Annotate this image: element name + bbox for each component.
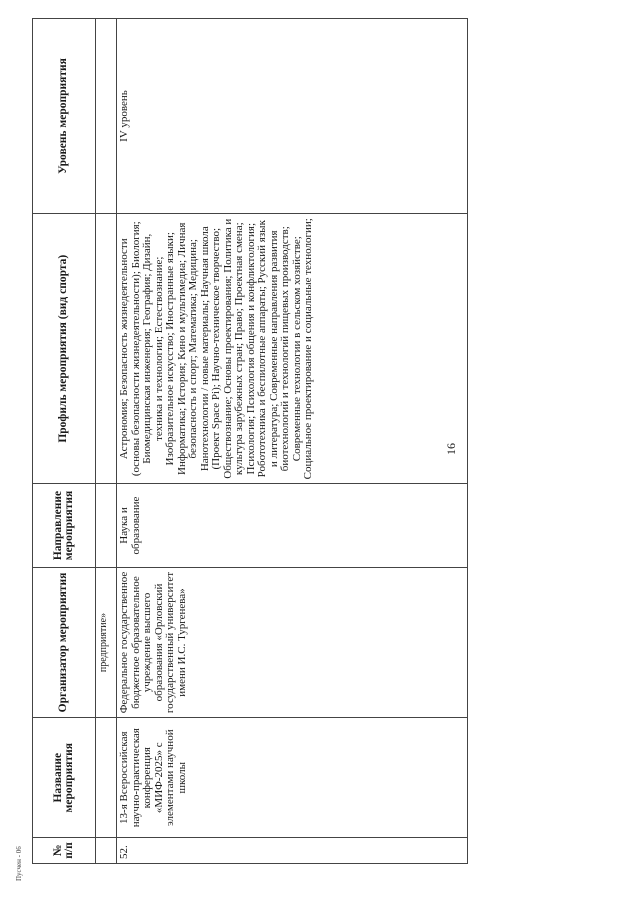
continuation-text: предприятие» — [96, 567, 117, 718]
header-level: Уровень мероприятия — [33, 19, 96, 214]
row-level: IV уровень — [117, 19, 468, 214]
header-name: Название мероприятия — [33, 718, 96, 838]
header-direction: Направление мероприятия — [33, 484, 96, 567]
header-profile: Профиль мероприятия (вид спорта) — [33, 214, 96, 484]
continuation-row — [96, 19, 117, 864]
events-table — [32, 18, 468, 864]
footer-note: Пусчен - 06 — [15, 846, 23, 881]
row-name: 13-я Всероссийская научно-практическая конференция «МИФ-2025» с элементами научной школы — [117, 718, 468, 838]
header-organizer: Организатор мероприятия — [33, 567, 96, 718]
row-organizer: Федеральное государственное бюджетное образовательное учреждение высшего образования «Орловский государственный университет имени И.С. Тургенева» — [117, 567, 468, 718]
row-direction: Наука и образование — [117, 484, 468, 567]
table-header — [33, 19, 96, 864]
table-row — [117, 19, 468, 864]
page-number: 16 — [444, 443, 458, 455]
row-profile: Астрономия; Безопасность жизнедеятельности (основы безопасности жизнедеятельности); Биология; Биомедицинская инженерия; География; Дизайн, техника и технологии; Естествознание; Изобразительное искусство; Иностранные языки; Информатика; История; Кино и мультимедиа; Личная безопасность и спорт; Математика; Медицина; Нанотехнологии / новые материалы; Научная школа (Проект Space Pi); Научно-техническое творчество; Обществознание; Основы проектирования; Политика и культура зарубежных стран; Право; Проектная смена; Психология; Психология общения и конфликтология; Робототехника и беспилотные аппараты; Русский язык и литература; Современные направления развития биотехнологий и технологий пищевых производств; Современные технологии в сельском хозяйстве; Социальное проектирование и социальные технологии; — [117, 214, 468, 484]
row-no: 52. — [117, 838, 468, 864]
header-no: № п/п — [33, 838, 96, 864]
